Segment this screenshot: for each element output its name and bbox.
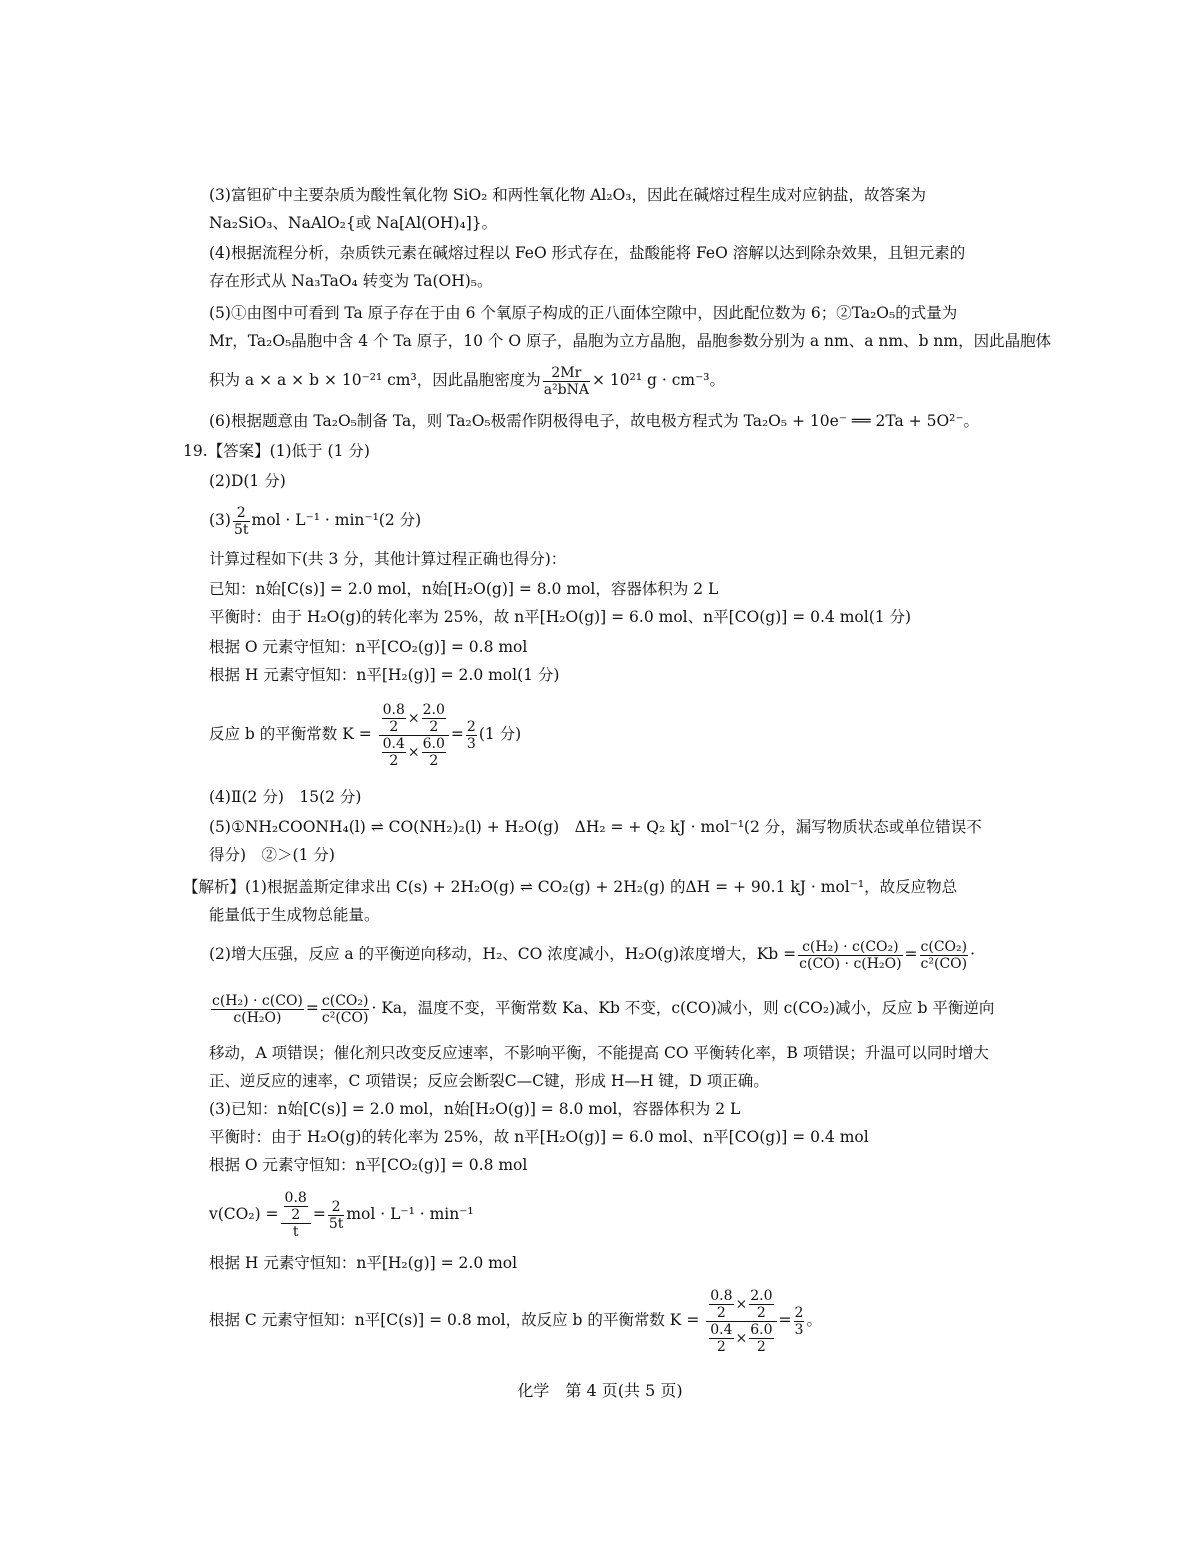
analysis-2: (2)增大压强，反应 a 的平衡逆向移动，H₂、CO 浓度减小，H₂O(g)浓度增大，Kb = $\frac{\text{c(H₂) · c(CO₂)}}{\text{c(CO) · c(H₂O)}}$ = $\frac{\text{c(CO₂)}}{\text{c²(CO)}}$ ·: [209, 938, 976, 972]
k2-f1: [709, 1288, 733, 1321]
page-footer: 化学 第 4 页(共 5 页): [517, 1381, 683, 1400]
kb-f4-num: c(CO₂): [321, 992, 369, 1009]
rate-result-num: 2: [328, 1199, 345, 1216]
rate-unit: mol · L⁻¹ · min⁻¹: [346, 1205, 474, 1223]
k-f1: [382, 702, 406, 735]
density-denominator: a²bNA: [543, 381, 589, 398]
k-f2-den: 2: [429, 718, 439, 735]
calc-title: 计算过程如下(共 3 分，其他计算过程正确也得分)：: [209, 550, 567, 568]
kb-fraction-2: [920, 939, 969, 972]
k-f3-den: 2: [389, 752, 399, 769]
rate-formula: v(CO₂) = $\frac{\frac{0.8}{2}}{t}$ = $\frac{2}{5t}$ mol · L⁻¹ · min⁻¹: [209, 1190, 474, 1240]
kb-fraction-3: [211, 993, 304, 1026]
k2-f4-num: 6.0: [750, 1321, 773, 1338]
analysis-1: 【解析】(1)根据盖斯定律求出 C(s) + 2H₂O(g) ⇌ CO₂(g) + 2H₂(g) 的ΔH = + 90.1 kJ · mol⁻¹，故反应物总: [183, 878, 958, 896]
rate-result-den: 5t: [328, 1215, 344, 1232]
analysis-2-cont: $\frac{\text{c(H₂) · c(CO)}}{\text{c(H₂O)}}$ = $\frac{\text{c(CO₂)}}{\text{c²(CO)}}$ · Ka，温度不变，平衡常数 Ka、Kb 不变，c(CO)减小，则 c(CO₂)减小，反应 b 平衡逆向: [212, 992, 995, 1026]
answer-3: [209, 500, 421, 540]
para-6: (6)根据题意由 Ta₂O₅制备 Ta，则 Ta₂O₅极需作阴极得电子，故电极方程式为 Ta₂O₅ + 10e⁻ ══ 2Ta + 5O²⁻。: [209, 412, 980, 430]
calc-h-conservation: 根据 H 元素守恒知：n平[H₂(g)] = 2.0 mol(1 分): [209, 666, 560, 684]
q19-answer: 19.【答案】(1)低于 (1 分): [183, 442, 370, 460]
rate-inner-den: 2: [291, 1207, 301, 1223]
para-3-cont: Na₂SiO₃、NaAlO₂{或 Na[Al(OH)₄]}。: [209, 214, 498, 232]
k2-end: 。: [806, 1311, 822, 1329]
calc-k: 反应 b 的平衡常数 K = $\frac{0.8}{2}$ × $\frac{2.0}{2}$ $\frac{0.4}{2}$ × $\frac{6.0}{2}$ = $\frac{2}{3}$ (1 分): [209, 701, 522, 769]
analysis-3-k-text: 根据 C 元素守恒知：n平[C(s)] = 0.8 mol，故反应 b 的平衡常数 K =: [209, 1311, 700, 1329]
rate-result: [328, 1199, 345, 1232]
para-5: (5)①由图中可看到 Ta 原子存在于由 6 个氧原子构成的正八面体空隙中，因此配位数为 6；②Ta₂O₅的式量为: [209, 304, 958, 322]
k-result: [466, 719, 477, 752]
answer-5-cont: 得分) ②＞(1 分): [209, 846, 335, 864]
k-result-num: 2: [466, 718, 476, 735]
k2-result-den: 3: [794, 1321, 804, 1338]
calc-equilibrium: 平衡时：由于 H₂O(g)的转化率为 25%，故 n平[H₂O(g)] = 6.0 mol、n平[CO(g)] = 0.4 mol(1 分): [209, 608, 912, 626]
k2-f4-den: 2: [756, 1338, 766, 1355]
rate-den: t: [292, 1224, 299, 1240]
k-f2: [422, 702, 446, 735]
k-f1-num: 0.8: [382, 701, 405, 718]
kb-f1-num: c(H₂) · c(CO₂): [798, 939, 902, 956]
answer-4: (4)Ⅱ(2 分) 15(2 分): [209, 788, 362, 806]
answer-3-num: 2: [233, 505, 250, 522]
para-5-cont: Mr，Ta₂O₅晶胞中含 4 个 Ta 原子，10 个 O 原子，晶胞为立方晶胞，晶胞参数分别为 a nm、a nm、b nm，因此晶胞体: [209, 332, 1052, 350]
analysis-2-d: 正、逆反应的速率，C 项错误；反应会断裂C—C键，形成 H—H 键，D 项正确。: [209, 1072, 769, 1090]
k-f3-num: 0.4: [382, 735, 405, 752]
k-f4-num: 6.0: [422, 735, 445, 752]
answer-5: (5)①NH₂COONH₄(l) ⇌ CO(NH₂)₂(l) + H₂O(g) ΔH₂ = + Q₂ kJ · mol⁻¹(2 分，漏写物质状态或单位错误不: [209, 818, 982, 836]
analysis-3-known: (3)已知：n始[C(s)] = 2.0 mol，n始[H₂O(g)] = 8.0 mol，容器体积为 2 L: [209, 1100, 741, 1118]
rate-label: v(CO₂) =: [209, 1205, 279, 1223]
k2-f2: [749, 1288, 773, 1321]
k-f2-num: 2.0: [422, 701, 445, 718]
k-fraction: $\frac{0.8}{2}$ × $\frac{2.0}{2}$ $\frac{0.4}{2}$ × $\frac{6.0}{2}$: [379, 702, 449, 769]
k2-f4: [749, 1322, 773, 1355]
k2-result-num: 2: [794, 1304, 804, 1321]
kb-f1-den: c(CO) · c(H₂O): [799, 955, 902, 972]
analysis-2-c: 移动，A 项错误；催化剂只改变反应速率，不影响平衡，不能提高 CO 平衡转化率，B 项错误；升温可以同时增大: [209, 1044, 989, 1062]
kb-fraction-1: [798, 939, 902, 972]
answer-3-label: (3): [209, 511, 231, 529]
k2-f1-num: 0.8: [710, 1287, 733, 1304]
analysis-3-equilibrium: 平衡时：由于 H₂O(g)的转化率为 25%，故 n平[H₂O(g)] = 6.0 mol、n平[CO(g)] = 0.4 mol: [209, 1128, 869, 1146]
k2-fraction: $\frac{0.8}{2}$ × $\frac{2.0}{2}$ $\frac{0.4}{2}$ × $\frac{6.0}{2}$: [706, 1288, 776, 1355]
k-f4: [422, 736, 446, 769]
analysis-1-cont: 能量低于生成物总能量。: [209, 906, 380, 924]
answer-2: (2)D(1 分): [209, 472, 286, 490]
density-unit: × 10²¹ g · cm⁻³。: [592, 371, 725, 389]
k2-result: [794, 1305, 805, 1338]
calc-known: 已知：n始[C(s)] = 2.0 mol，n始[H₂O(g)] = 8.0 mol，容器体积为 2 L: [209, 580, 719, 598]
para-3: (3)富钽矿中主要杂质为酸性氧化物 SiO₂ 和两性氧化物 Al₂O₃，因此在碱熔过程生成对应钠盐，故答案为: [209, 186, 927, 204]
para-5-density: [209, 362, 725, 398]
kb-f3-num: c(H₂) · c(CO): [212, 992, 303, 1009]
calc-o-conservation: 根据 O 元素守恒知：n平[CO₂(g)] = 0.8 mol: [209, 638, 528, 656]
density-text: 积为 a × a × b × 10⁻²¹ cm³，因此晶胞密度为: [209, 371, 541, 389]
kb-f2-den: c²(CO): [920, 955, 968, 972]
k2-f3: [709, 1322, 733, 1355]
rate-inner: [284, 1190, 308, 1223]
kb-fraction-4: [321, 993, 370, 1026]
k2-f2-den: 2: [756, 1304, 766, 1321]
answer-3-unit: mol · L⁻¹ · min⁻¹(2 分): [251, 511, 422, 529]
rate-fraction: [281, 1190, 311, 1240]
k-f4-den: 2: [429, 752, 439, 769]
k2-f3-num: 0.4: [710, 1321, 733, 1338]
analysis-2-mid: · Ka，温度不变，平衡常数 Ka、Kb 不变，c(CO)减小，则 c(CO₂)减小，反应 b 平衡逆向: [371, 999, 995, 1017]
para-4-cont: 存在形式从 Na₃TaO₄ 转变为 Ta(OH)₅。: [209, 272, 493, 290]
analysis-3-k: 根据 C 元素守恒知：n平[C(s)] = 0.8 mol，故反应 b 的平衡常数 K = $\frac{0.8}{2}$ × $\frac{2.0}{2}$ $\frac{0.4}{2}$ × $\frac{6.0}{2}$ = $\frac{2}{3}$ 。: [209, 1287, 822, 1355]
k-label: 反应 b 的平衡常数 K =: [209, 725, 372, 743]
kb-f3-den: c(H₂O): [233, 1009, 282, 1026]
para-4: (4)根据流程分析，杂质铁元素在碱熔过程以 FeO 形式存在，盐酸能将 FeO 溶解以达到除杂效果，且钽元素的: [209, 244, 966, 262]
density-numerator: 2Mr: [543, 365, 590, 382]
k2-f2-num: 2.0: [750, 1287, 773, 1304]
rate-inner-num: 0.8: [284, 1190, 307, 1206]
answer-3-den: 5t: [233, 521, 249, 538]
answer-3-fraction: [233, 505, 250, 538]
k2-f3-den: 2: [716, 1338, 726, 1355]
k-score: (1 分): [478, 725, 522, 743]
kb-f4-den: c²(CO): [321, 1009, 369, 1026]
kb-f2-num: c(CO₂): [920, 938, 968, 955]
k-result-den: 3: [466, 735, 476, 752]
analysis-3-o: 根据 O 元素守恒知：n平[CO₂(g)] = 0.8 mol: [209, 1156, 528, 1174]
k2-f1-den: 2: [716, 1304, 726, 1321]
density-fraction: [543, 365, 590, 398]
analysis-3-h: 根据 H 元素守恒知：n平[H₂(g)] = 2.0 mol: [209, 1254, 518, 1272]
k-f3: [382, 736, 406, 769]
k-f1-den: 2: [389, 718, 399, 735]
analysis-2-text: (2)增大压强，反应 a 的平衡逆向移动，H₂、CO 浓度减小，H₂O(g)浓度增大，Kb =: [209, 945, 797, 963]
